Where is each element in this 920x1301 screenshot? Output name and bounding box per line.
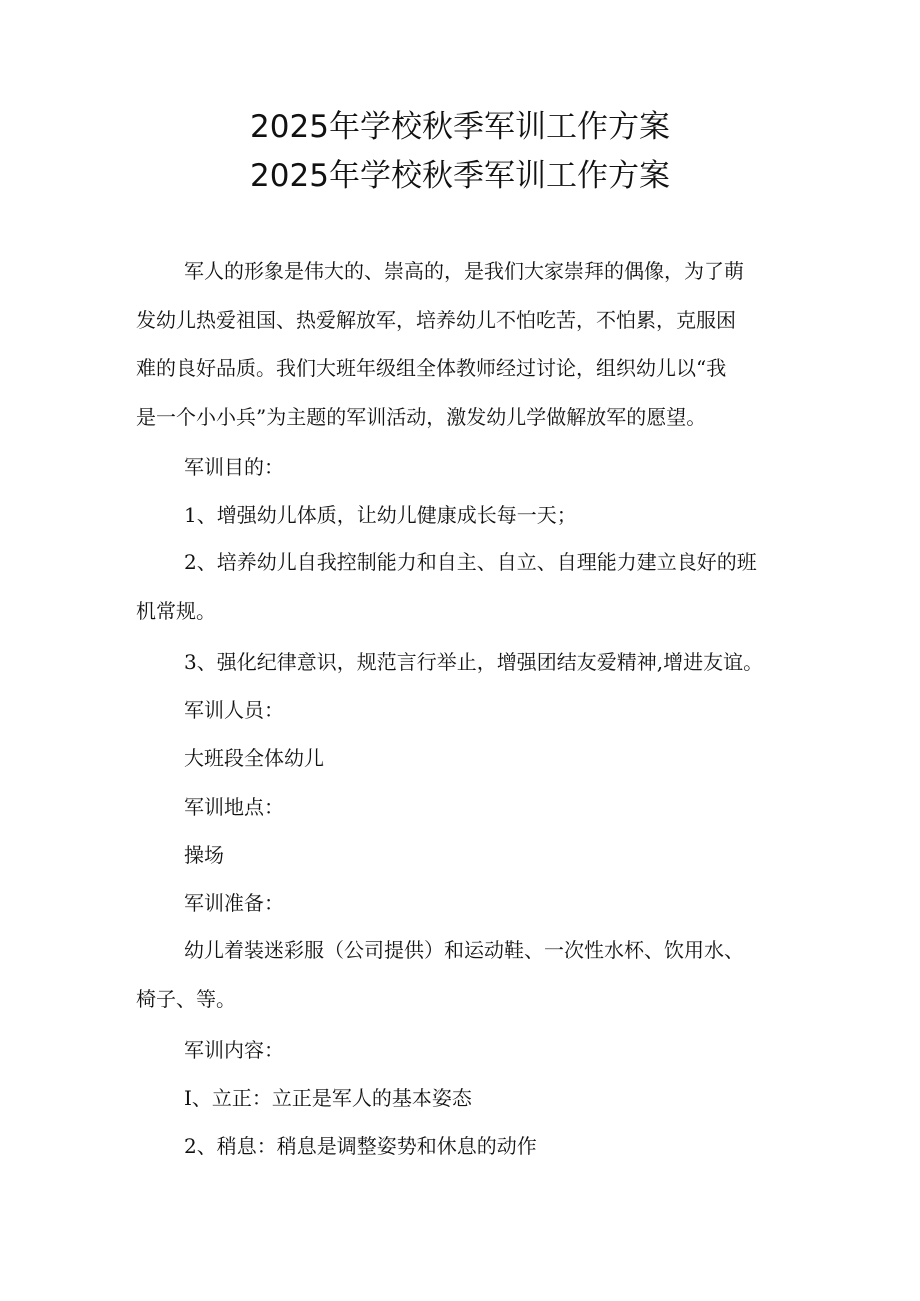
prep-line: 幼儿着装迷彩服（公司提供）和运动鞋、一次性水杯、饮用水、 [184, 938, 744, 962]
intro-paragraph [136, 247, 796, 441]
content-item-2: 2、稍息：稍息是调整姿势和休息的动作 [184, 1134, 537, 1158]
purpose-item-1: 1、增强幼儿体质，让幼儿健康成长每一天； [184, 503, 577, 527]
purpose-item-2-line: 2、培养幼儿自我控制能力和自主、自立、自理能力建立良好的班 [184, 550, 757, 574]
intro-line: 发幼儿热爱祖国、热爱解放军，培养幼儿不怕吃苦，不怕累，克服困 [136, 307, 736, 332]
purpose-heading: 军训目的： [184, 455, 284, 479]
purpose-item-2 [136, 538, 796, 635]
prep-heading: 军训准备： [184, 891, 284, 915]
purpose-item-2-line: 机常规。 [136, 598, 216, 623]
content-item-1: I、立正：立正是军人的基本姿态 [184, 1086, 472, 1110]
intro-line: 是一个小小兵”为主题的军训活动，激发幼儿学做解放军的愿望。 [136, 404, 707, 429]
intro-line: 难的良好品质。我们大班年级组全体教师经过讨论，组织幼儿以“我 [136, 356, 727, 380]
intro-line: 军人的形象是伟大的、崇高的，是我们大家崇拜的偶像，为了萌 [184, 259, 744, 283]
document-title-repeat: 2025年学校秋季军训工作方案 [250, 158, 670, 194]
prep-paragraph [136, 926, 796, 1023]
personnel-heading: 军训人员： [184, 698, 284, 722]
content-heading: 军训内容： [184, 1038, 284, 1062]
prep-line: 椅子、等。 [136, 986, 236, 1011]
document-title: 2025年学校秋季军训工作方案 [250, 109, 670, 145]
personnel-value: 大班段全体幼儿 [184, 746, 324, 770]
location-heading: 军训地点： [184, 795, 284, 819]
location-value: 操场 [184, 843, 224, 867]
purpose-item-3: 3、强化纪律意识，规范言行举止，增强团结友爱精神,增进友谊。 [184, 650, 764, 674]
